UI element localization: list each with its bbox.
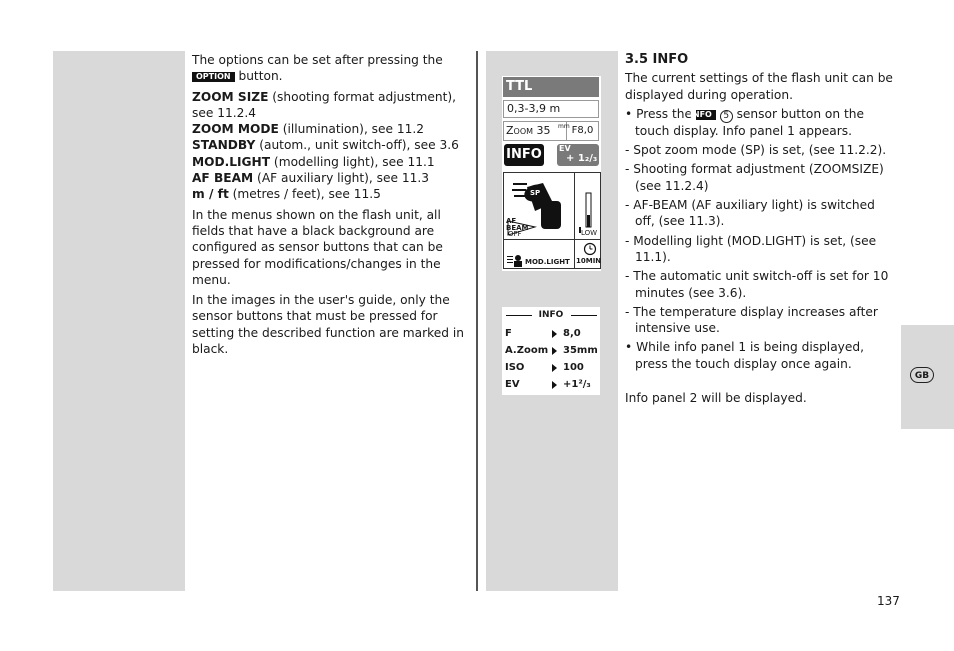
standby-time-label: 10MIN <box>576 257 602 265</box>
range-field: 0,3-3,9 m <box>503 100 599 118</box>
option-button-tag: OPTION <box>192 72 235 82</box>
column-divider <box>476 51 478 591</box>
aperture-field: F8,0 <box>567 121 599 141</box>
info-row: EV +1²/₃ <box>505 379 591 390</box>
info-panel-2 <box>502 307 600 395</box>
info-list-item: - Modelling light (MOD.LIGHT) is set, (see 11.1). <box>625 233 877 264</box>
info-outro: Info panel 2 will be displayed. <box>625 391 807 406</box>
option-item: m / ft (metres / feet), see 11.5 <box>192 187 381 202</box>
option-intro: The options can be set after pressing the OPTION button. <box>192 53 443 84</box>
flash-mode-field: TTL <box>503 77 599 97</box>
images-paragraph: In the images in the user's guide, only the sensor buttons that must be pressed for setting the described function are marked in black. <box>192 293 464 357</box>
press-info-step: • Press the INFO 5 sensor button on the touch display. Info panel 1 appears. <box>625 106 864 138</box>
left-text-column <box>192 52 464 361</box>
info-list-item: - AF-BEAM (AF auxiliary light) is switched off, (see 11.3). <box>625 198 875 229</box>
circled-number: 5 <box>720 110 733 123</box>
temperature-icon <box>576 175 600 235</box>
info-panel-2-header: INFO <box>502 310 600 320</box>
language-code: GB <box>910 367 934 383</box>
temperature-label: LOW <box>581 229 598 237</box>
option-item: STANDBY (autom., unit switch-off), see 3.6 <box>192 138 459 153</box>
zoom-label: Zoom <box>506 124 534 137</box>
ev-label: EV <box>559 144 571 153</box>
info-list-item: - Spot zoom mode (SP) is set, (see 11.2.2). <box>625 143 887 158</box>
af-beam-label: AF BEAM <box>506 217 529 232</box>
mod-light-label: MOD.LIGHT <box>525 258 570 266</box>
menus-paragraph: In the menus shown on the flash unit, all fields that have a black background are configured as sensor buttons that can be pressed for modifications/changes in the menu. <box>192 207 443 287</box>
info-row: ISO 100 <box>505 362 584 373</box>
modelling-light-icon <box>506 253 526 267</box>
option-item: ZOOM MODE (illumination), see 11.2 <box>192 122 425 137</box>
zoom-field <box>503 121 570 141</box>
ev-field <box>557 144 599 166</box>
info-list-item: - The automatic unit switch-off is set for 10 minutes (see 3.6). <box>625 269 889 300</box>
page-number: 137 <box>877 594 900 608</box>
info-row: A.Zoom 35mm <box>505 345 598 356</box>
option-item: MOD.LIGHT (modelling light), see 11.1 <box>192 154 435 169</box>
option-list <box>192 89 464 203</box>
info-list-item: • While info panel 1 is being displayed, press the touch display once again. <box>625 340 864 371</box>
info-intro: The current settings of the flash unit can be displayed during operation. <box>625 71 893 102</box>
left-margin-bar <box>53 51 185 591</box>
info-list-item: - Shooting format adjustment (ZOOMSIZE) (see 11.2.4) <box>625 162 884 193</box>
ev-value: + 1₂/₃ <box>566 153 598 164</box>
info-button-tag: INFO <box>696 110 716 120</box>
zoom-value: 35 <box>536 124 551 137</box>
standby-clock-icon <box>583 242 597 256</box>
af-off-label: OFF <box>508 230 522 238</box>
status-graphic <box>503 172 601 269</box>
right-text-column <box>625 52 898 409</box>
section-heading: 3.5 INFO <box>625 52 689 67</box>
info-panel-1 <box>502 76 601 271</box>
zoom-unit: mm <box>558 123 570 130</box>
info-row: F 8,0 <box>505 328 581 339</box>
info-list-item: - The temperature display increases after intensive use. <box>625 304 878 336</box>
spot-label: SP <box>530 189 541 197</box>
info-sensor-button[interactable]: INFO <box>504 144 544 166</box>
option-item: ZOOM SIZE (shooting format adjustment), see 11.2.4 <box>192 89 457 120</box>
option-item: AF BEAM (AF auxiliary light), see 11.3 <box>192 171 430 186</box>
